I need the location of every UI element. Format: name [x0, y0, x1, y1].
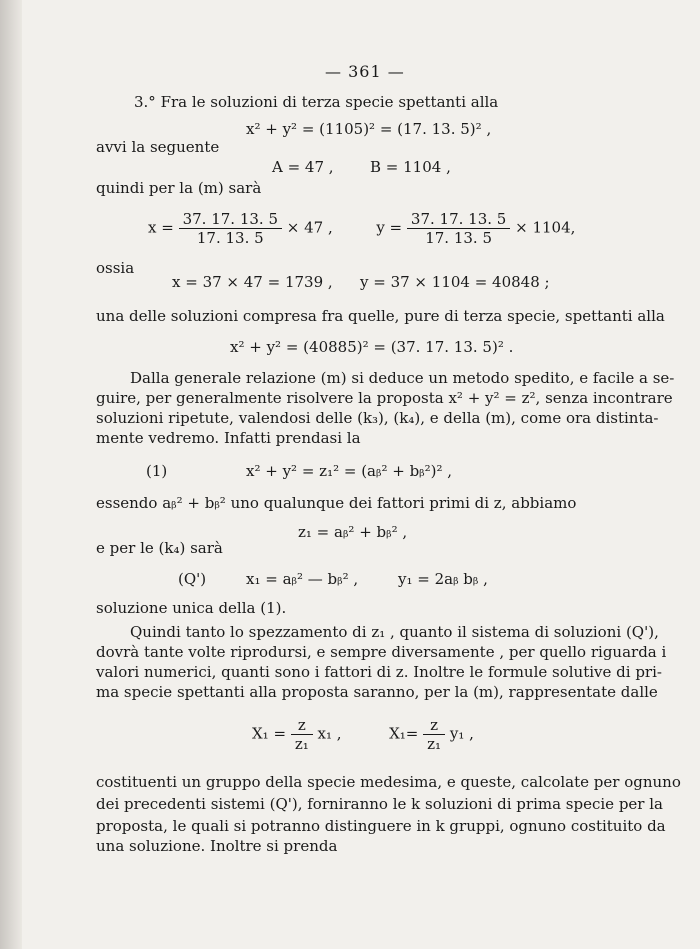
equation-8-label: (Q') [178, 570, 207, 588]
eperle-line: e per le (k₄) sarà [96, 539, 223, 557]
eq3-y-fraction [407, 210, 510, 247]
eq3-y-denominator: 17. 13. 5 [425, 229, 493, 247]
eq9-b-numerator: z [423, 716, 445, 735]
equation-7: z₁ = aᵦ² + bᵦ² , [298, 523, 408, 541]
para4-line4: una soluzione. Inoltre si prenda [96, 837, 338, 855]
equation-8b: y₁ = 2aᵦ bᵦ , [398, 570, 488, 588]
eq9-a-denominator: z₁ [294, 735, 309, 753]
equation-2a: A = 47 , [272, 158, 334, 176]
para2-line2: guire, per generalmente risolvere la proposta x² + y² = z², senza incontrare [96, 389, 673, 407]
eq9-a-numerator: z [291, 716, 313, 735]
para3-line3: valori numerici, quanti sono i fattori di z. Inoltre le formule solutive di pri- [96, 663, 662, 681]
page-number: — 361 — [325, 62, 405, 81]
essendo-line: essendo aᵦ² + bᵦ² uno qualunque dei fattori primi di z, abbiamo [96, 494, 577, 512]
para4-line1: costituenti un gruppo della specie medesima, e queste, calcolate per ognuno [96, 773, 681, 791]
equation-5: x² + y² = (40885)² = (37. 17. 13. 5)² . [230, 338, 514, 356]
eq9-a-fraction [291, 716, 313, 753]
eq9-b-denominator: z₁ [427, 735, 442, 753]
eq9-b-lhs: X₁= [389, 724, 419, 743]
equation-9 [252, 716, 474, 753]
equation-4a: x = 37 × 47 = 1739 , [172, 273, 333, 291]
para1-line1: 3.° Fra le soluzioni di terza specie spettanti alla [134, 93, 499, 111]
para2-line3: soluzioni ripetute, valendosi delle (k₃), (k₄), e della (m), come ora distinta- [96, 409, 659, 427]
eq9-a-rhs: x₁ , [317, 724, 342, 743]
para2-line1: Dalla generale relazione (m) si deduce un metodo spedito, e facile a se- [130, 369, 675, 387]
eq3-y-lhs: y = [376, 218, 403, 237]
avvi-line: avvi la seguente [96, 138, 220, 156]
equation-1: x² + y² = (1105)² = (17. 13. 5)² , [246, 120, 492, 138]
para3-line2: dovrà tante volte riprodursi, e sempre diversamente , per quello riguarda i [96, 643, 667, 661]
equation-8a: x₁ = aᵦ² — bᵦ² , [246, 570, 359, 588]
equation-2b: B = 1104 , [370, 158, 451, 176]
eq3-x-denominator: 17. 13. 5 [196, 229, 264, 247]
quindi-line: quindi per la (m) sarà [96, 179, 262, 197]
para4-line3: proposta, le quali si potranno distinguere in k gruppi, ognuno costituito da [96, 817, 666, 835]
para3-line1: Quindi tanto lo spezzamento di z₁ , quanto il sistema di soluzioni (Q'), [130, 623, 659, 641]
equation-6-label: (1) [146, 462, 168, 480]
eq9-a-lhs: X₁ = [252, 724, 287, 743]
eq9-b-rhs: y₁ , [449, 724, 474, 743]
eq3-x-numerator: 37. 17. 13. 5 [179, 210, 282, 229]
equation-3 [148, 210, 575, 247]
para2-line4: mente vedremo. Infatti prendasi la [96, 429, 361, 447]
para3-line4: ma specie spettanti alla proposta saranno, per la (m), rappresentate dalle [96, 683, 658, 701]
eq9-b-fraction [423, 716, 445, 753]
eq3-x-lhs: x = [148, 218, 174, 237]
equation-6: x² + y² = z₁² = (aᵦ² + bᵦ²)² , [246, 462, 453, 480]
page-gutter-shadow [0, 0, 22, 949]
para4-line2: dei precedenti sistemi (Q'), forniranno le k soluzioni di prima specie per la [96, 795, 663, 813]
equation-4b: y = 37 × 1104 = 40848 ; [360, 273, 550, 291]
ossia-line: ossia [96, 259, 135, 277]
eq3-x-fraction [179, 210, 282, 247]
una-line: una delle soluzioni compresa fra quelle, pure di terza specie, spettanti alla [96, 307, 665, 325]
eq3-y-numerator: 37. 17. 13. 5 [407, 210, 510, 229]
eq3-y-rhs: × 1104, [515, 218, 576, 237]
eq3-x-rhs: × 47 , [286, 218, 333, 237]
soluzione-line: soluzione unica della (1). [96, 599, 287, 617]
